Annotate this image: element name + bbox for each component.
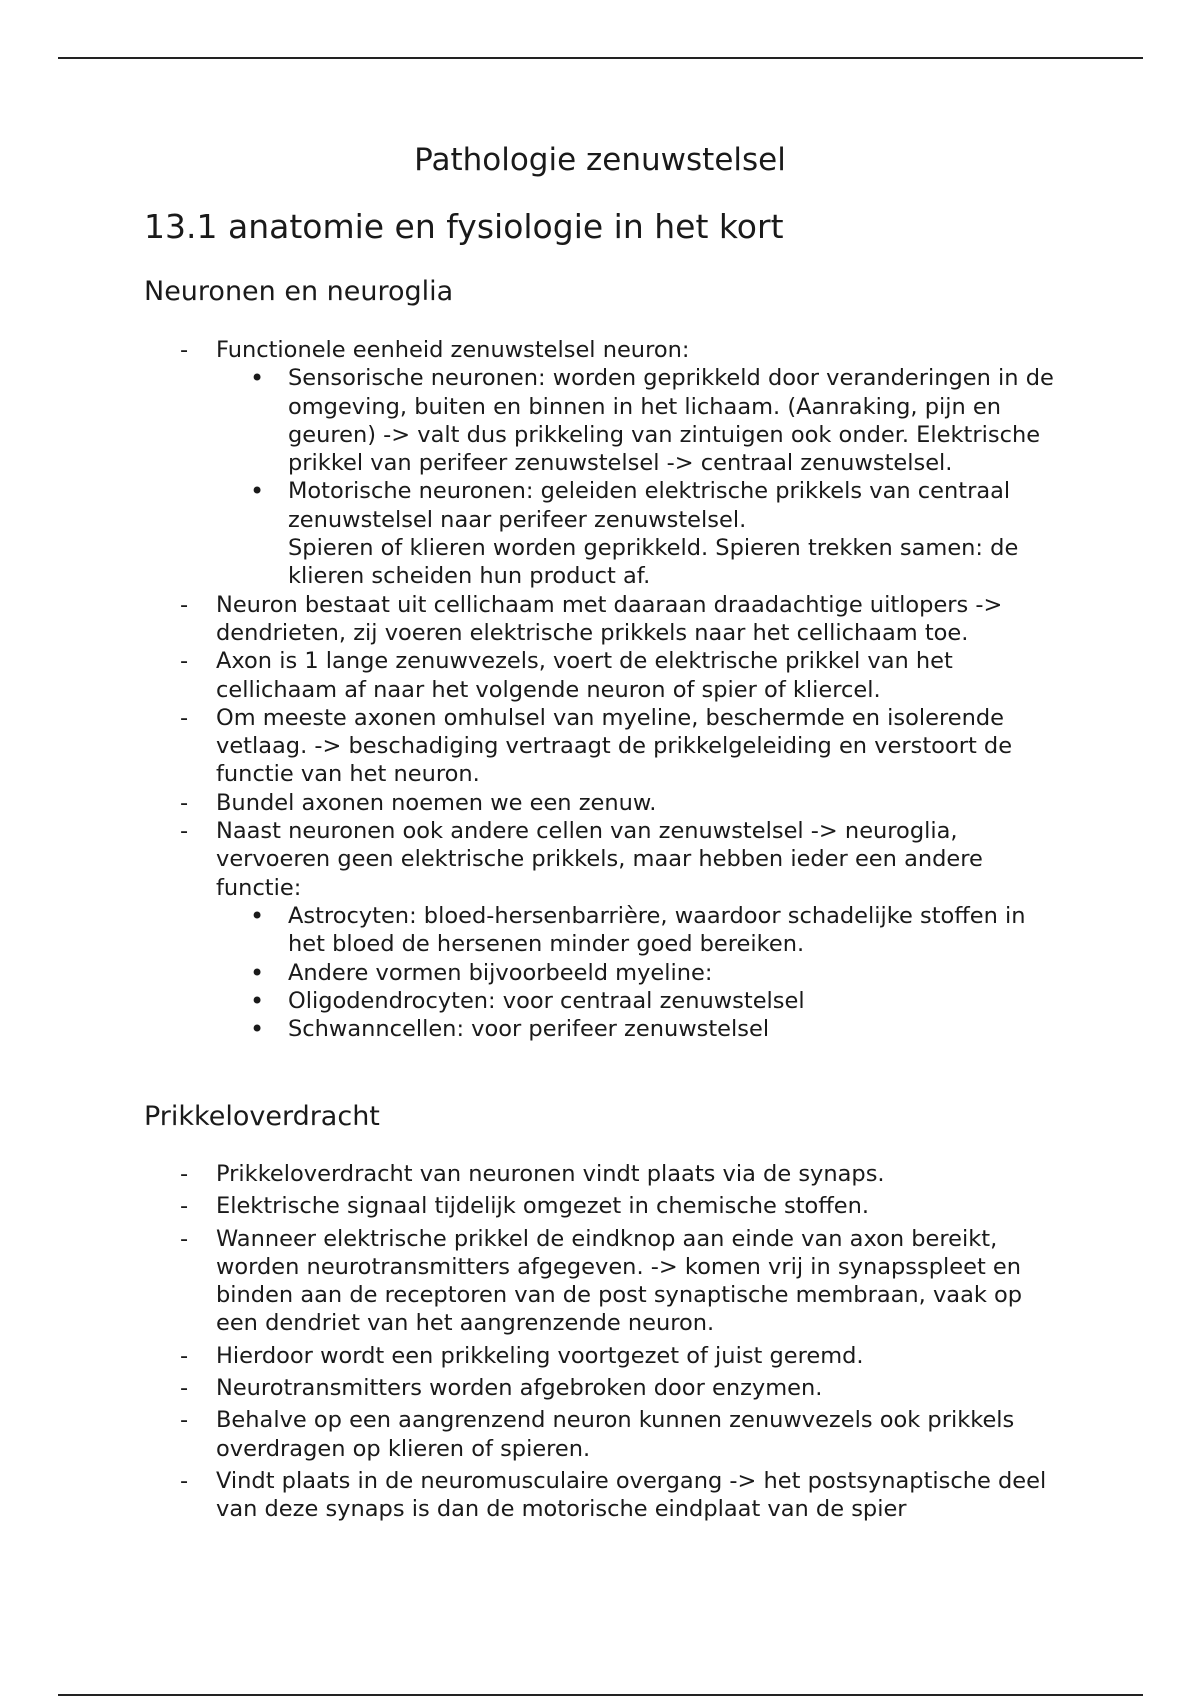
list-item: • Oligodendrocyten: voor centraal zenuwstelsel: [0, 987, 1068, 1015]
list-item-text: Motorische neuronen: geleiden elektrische prikkels van centraal zenuwstelsel naar perifeer zenuwstelsel.: [288, 478, 1011, 533]
list-item: • Sensorische neuronen: worden geprikkeld door veranderingen in de omgeving, buiten en binnen in het lichaam. (Aanraking, pijn en geuren) -> valt dus prikkeling van zintuigen ook onder. Elektrische prikkel van perifeer zenuwstelsel -> centraal zenuwstelsel.: [0, 364, 1068, 477]
list-item: - Naast neuronen ook andere cellen van zenuwstelsel -> neuroglia, vervoeren geen elektrische prikkels, maar hebben ieder een andere functie:: [0, 817, 1066, 902]
list-item: - Hierdoor wordt een prikkeling voortgezet of juist geremd.: [0, 1342, 1066, 1370]
list-item: - Prikkeloverdracht van neuronen vindt plaats via de synaps.: [0, 1160, 1066, 1188]
bottom-rule: [58, 1694, 1143, 1696]
list-item: - Vindt plaats in de neuromusculaire overgang -> het postsynaptische deel van deze synaps is dan de motorische eindplaat van de spier: [0, 1467, 1066, 1524]
list-item: - Axon is 1 lange zenuwvezels, voert de elektrische prikkel van het cellichaam af naar het volgende neuron of spier of kliercel.: [0, 647, 1066, 704]
neuronen-list: [0, 336, 1200, 1043]
section-heading: 13.1 anatomie en fysiologie in het kort: [144, 207, 784, 246]
list-item: - Neuron bestaat uit cellichaam met daaraan draadachtige uitlopers -> dendrieten, zij voeren elektrische prikkels naar het cellichaam toe.: [0, 591, 1066, 648]
subsection-heading-neuronen: Neuronen en neuroglia: [144, 276, 454, 307]
document-title: Pathologie zenuwstelsel: [414, 142, 786, 178]
list-item: - Behalve op een aangrenzend neuron kunnen zenuwvezels ook prikkels overdragen op klieren of spieren.: [0, 1406, 1066, 1463]
list-item: - Elektrische signaal tijdelijk omgezet in chemische stoffen.: [0, 1192, 1066, 1220]
list-item: - Om meeste axonen omhulsel van myeline, beschermde en isolerende vetlaag. -> beschadiging vertraagt de prikkelgeleiding en verstoort de functie van het neuron.: [0, 704, 1066, 789]
list-item: • Schwanncellen: voor perifeer zenuwstelsel: [0, 1015, 1068, 1043]
list-item: • Astrocyten: bloed-hersenbarrière, waardoor schadelijke stoffen in het bloed de hersenen minder goed bereiken.: [0, 902, 1068, 959]
list-item: - Neurotransmitters worden afgebroken door enzymen.: [0, 1374, 1066, 1402]
prikkeloverdracht-list: [0, 1160, 1200, 1528]
list-item: - Bundel axonen noemen we een zenuw.: [0, 789, 1066, 817]
list-item: • Andere vormen bijvoorbeeld myeline:: [0, 959, 1068, 987]
list-item-text-continued: Spieren of klieren worden geprikkeld. Spieren trekken samen: de klieren scheiden hun product af.: [288, 535, 1019, 590]
top-rule: [58, 57, 1143, 59]
list-item: - Functionele eenheid zenuwstelsel neuron:: [0, 336, 1066, 364]
list-item: - Wanneer elektrische prikkel de eindknop aan einde van axon bereikt, worden neurotransmitters afgegeven. -> komen vrij in synapsspleet en binden aan de receptoren van de post synaptische membraan, vaak op een dendriet van het aangrenzende neuron.: [0, 1225, 1066, 1338]
list-item: [0, 477, 1068, 590]
subsection-heading-prikkeloverdracht: Prikkeloverdracht: [144, 1101, 380, 1132]
